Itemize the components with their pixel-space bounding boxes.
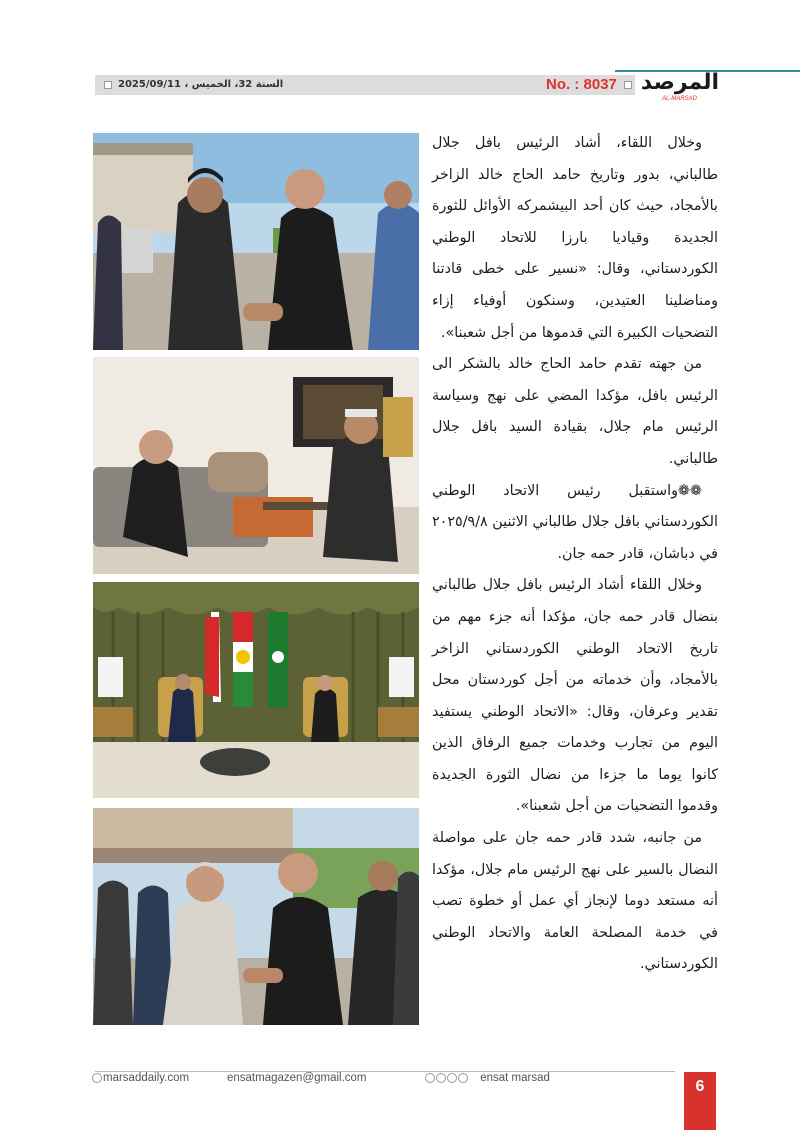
- article-paragraph: من جانبه، شدد قادر حمه جان على مواصلة النضال بالسير على نهج الرئيس مام جلال، مؤكدا أنه مستعد دوما لإنجاز أي عمل أو خطوة تصب في خدمة المصلحة العامة والاتحاد الوطني الكوردستاني.: [432, 830, 718, 973]
- twitter-icon: [436, 1073, 446, 1083]
- article-paragraph: وخلال اللقاء، أشاد الرئيس بافل جلال طالباني، بدور وتاريخ حامد الحاج خالد الزاخر بالأمجاد، حيث كان أحد البيشمركه الأوائل للثورة الجديدة وقياديا بارزا للاتحاد الوطني الكوردستاني، وقال: «نسير على خطى قادتنا ومناضلينا العتيدين، وسنكون أوفياء إزاء التضحيات الكبيرة التي قدموها من أجل شعبنا».: [432, 135, 718, 341]
- publication-logo: المرصد: [640, 70, 720, 95]
- issue-number: No. : 8037: [546, 76, 617, 93]
- footer-social[interactable]: ensat marsad: [425, 1072, 550, 1084]
- facebook-icon: [425, 1073, 435, 1083]
- article-paragraph: من جهته تقدم حامد الحاج خالد بالشكر الى الرئيس بافل، مؤكدا المضي على نهج وسياسة الرئيس مام جلال، بقيادة السيد بافل جلال طالباني.: [432, 356, 718, 467]
- article-body: [432, 128, 718, 981]
- footer-email-link[interactable]: ensatmagazen@gmail.com: [227, 1072, 367, 1084]
- publication-logo-subtitle: AL-MARSAD: [662, 96, 698, 102]
- article-paragraph: ❁❁واستقبل رئيس الاتحاد الوطني الكوردستاني بافل جلال طالباني الاثنين ٢٠٢٥/٩/٨ في دباشان، قادر حمه جان.: [432, 482, 718, 562]
- header-bullet-icon: [104, 81, 112, 89]
- header-bullet-icon: [624, 81, 632, 89]
- photo-seated-meeting: [93, 357, 419, 574]
- issue-date-line: السنة 32، الخميس ، 2025/09/11: [118, 79, 284, 90]
- photo-handshake-crowd: [93, 808, 419, 1025]
- article-paragraph: وخلال اللقاء أشاد الرئيس بافل جلال طالباني بنضال قادر حمه جان، مؤكدا أنه جزء مهم من تاريخ الاتحاد الوطني الكوردستاني الزاخر بالأمجاد، وأن خدماته من أجل كوردستان محل تقدير وعرفان، وقال: «الاتحاد الوطني يستفيد اليوم من تجارب وخدمات جميع الرفاق الذين كانوا يوما ما جزءا من نضال الثورة الجديدة وقدموا التضحيات من أجل شعبنا».: [432, 577, 718, 815]
- instagram-icon: [447, 1073, 457, 1083]
- page-number: 6: [684, 1072, 716, 1130]
- globe-icon: [92, 1073, 102, 1083]
- youtube-icon: [458, 1073, 468, 1083]
- photo-formal-meeting-flags: [93, 582, 419, 798]
- footer-website-link[interactable]: marsaddaily.com: [92, 1072, 189, 1084]
- photo-handshake-outdoor: [93, 133, 419, 350]
